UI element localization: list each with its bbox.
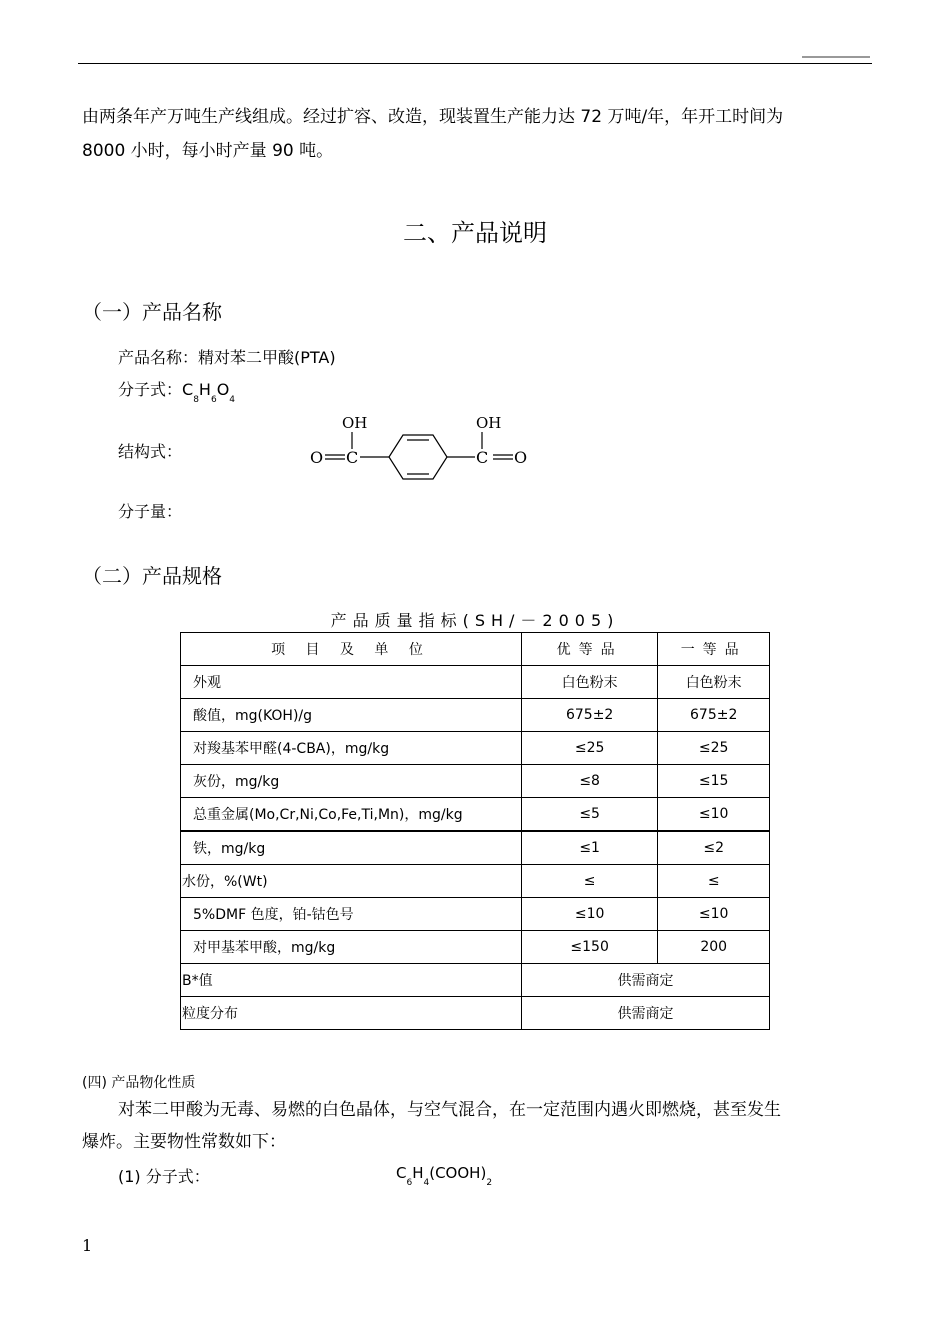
table-title: 产品质量指标(SH/－2005) [330,611,620,630]
right-c-label: C [476,448,489,467]
formula-c-sub: 8 [193,395,199,405]
row-first: ≤10 [658,798,770,832]
row-first: 200 [658,931,770,964]
formula-h-sub: 4 [423,1178,430,1188]
properties-line-2: 爆炸。主要物性常数如下： [82,1132,286,1152]
header-first: 一等品 [658,633,770,666]
formula-c: C [396,1164,407,1182]
table-row-merged [181,997,770,1030]
structural-formula-diagram [300,408,540,488]
subsection-title-properties: (四) 产品物化性质 [82,1075,196,1091]
formula-h-sub: 6 [210,395,217,405]
section-title: 二、产品说明 [403,219,547,247]
table-row [181,865,770,898]
formula-group: (COOH) [429,1164,487,1182]
table-row [181,898,770,931]
row-item: 粒度分布 [182,1006,238,1022]
row-item: 对甲基苯甲酸，mg/kg [193,940,336,956]
properties-line-1: 对苯二甲酸为无毒、易燃的白色晶体，与空气混合，在一定范围内遇火即燃烧，甚至发生 [118,1100,781,1120]
row-merged-value: 供需商定 [521,997,769,1030]
molecular-formula-line [118,377,236,405]
row-item: 铁，mg/kg [193,841,266,857]
formula-o-sub: 4 [229,395,236,405]
header-item: 项 目 及 单 位 [181,633,522,666]
row-premium: ≤8 [521,765,657,798]
row-item: 总重金属(Mo,Cr,Ni,Co,Fe,Ti,Mn)，mg/kg [193,807,463,823]
row-premium: 675±2 [521,699,657,732]
formula-h: H [198,380,211,399]
row-item: B*值 [182,973,213,989]
intro-paragraph [82,100,872,168]
row-item: 灰份，mg/kg [193,774,280,790]
quality-spec-table [180,632,770,1030]
properties-paragraph [82,1094,872,1158]
table-row [181,732,770,765]
formula-o: O [216,380,230,399]
row-premium: 白色粉末 [521,666,657,699]
subsection-title-spec: （二）产品规格 [82,564,222,588]
subsection-title-name: （一）产品名称 [82,300,222,324]
row-item: 酸值，mg(KOH)/g [193,708,313,724]
header-decoration [802,56,870,58]
row-merged-value: 供需商定 [521,964,769,997]
row-premium: ≤5 [521,798,657,832]
header-premium: 优等品 [521,633,657,666]
formula-label: 分子式： [118,380,183,399]
row-first: 675±2 [658,699,770,732]
left-c-label: C [346,448,359,467]
formula-c-sub: 6 [406,1178,413,1188]
row-first: ≤15 [658,765,770,798]
row-premium: ≤150 [521,931,657,964]
benzene-ring [389,435,447,479]
table-row [181,666,770,699]
left-oh-label: OH [342,414,368,432]
molecular-weight-label: 分子量： [118,502,183,521]
formula-group-sub: 2 [486,1178,493,1188]
property-item-1-label: (1) 分子式： [118,1167,210,1186]
table-row-merged [181,964,770,997]
table-row [181,931,770,964]
intro-line-2: 8000 小时，每小时产量 90 吨。 [82,141,334,161]
header-rule [78,63,872,64]
formula-h: H [412,1164,424,1182]
right-oh-label: OH [476,414,502,432]
right-o-label: O [514,448,528,467]
row-item: 外观 [193,675,221,691]
row-item: 5%DMF 色度，铂-钴色号 [193,907,354,923]
row-first: ≤2 [658,831,770,865]
row-first: ≤ [658,865,770,898]
row-item: 水份，%(Wt) [182,874,268,890]
row-first: ≤10 [658,898,770,931]
row-item: 对羧基苯甲醛(4-CBA)，mg/kg [193,741,390,757]
row-first: ≤25 [658,732,770,765]
product-name-line: 产品名称：精对苯二甲酸(PTA) [118,348,336,367]
formula-c: C [182,380,194,399]
intro-line-1: 由两条年产万吨生产线组成。经过扩容、改造，现装置生产能力达 72 万吨/年，年开工时间为 [82,107,784,127]
row-premium: ≤25 [521,732,657,765]
table-row [181,798,770,832]
table-row [181,699,770,732]
left-o-label: O [310,448,324,467]
table-row [181,765,770,798]
structure-label: 结构式： [118,442,183,461]
page-number: 1 [82,1236,93,1255]
property-item-1-formula [396,1164,493,1188]
table-row [181,831,770,865]
table-header-row [181,633,770,666]
row-premium: ≤1 [521,831,657,865]
row-premium: ≤ [521,865,657,898]
row-first: 白色粉末 [658,666,770,699]
row-premium: ≤10 [521,898,657,931]
